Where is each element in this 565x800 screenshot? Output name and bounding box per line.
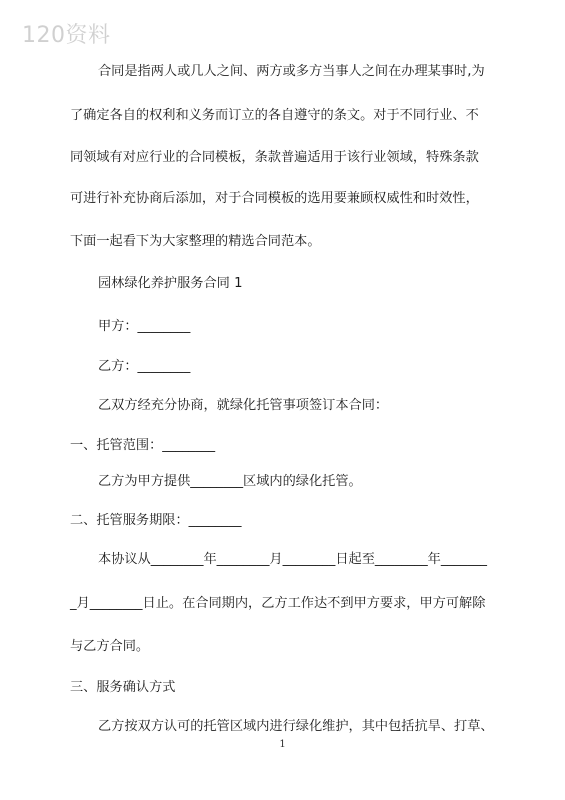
paragraph-line: 合同是指两人或几人之间、两方或多方当事人之间在办理某事时,为 [98, 64, 485, 79]
section-heading: 三、服务确认方式 [70, 680, 176, 695]
watermark-logo: 120资料 [22, 23, 111, 48]
page-number: 1 [279, 739, 286, 750]
party-b-line: 乙方：________ [98, 359, 191, 374]
paragraph-line: 乙方为甲方提供________区域内的绿化托管。 [98, 474, 362, 489]
section-heading: 一、托管范围：________ [70, 438, 216, 453]
paragraph-line: 可进行补充协商后添加，对于合同模板的选用要兼顾权威性和时效性， [70, 191, 479, 206]
contract-title: 园林绿化养护服务合同 1 [98, 276, 243, 291]
paragraph-line: _月________日止。在合同期内，乙方工作达不到甲方要求，甲方可解除 [70, 596, 486, 611]
paragraph-line: 同领域有对应行业的合同模板，条款普遍适用于该行业领域，特殊条款 [70, 150, 479, 165]
paragraph-line: 与乙方合同。 [70, 639, 150, 654]
paragraph-line: 了确定各自的权利和义务而订立的各自遵守的条文。对于不同行业、不 [70, 108, 479, 123]
paragraph-line: 乙方按双方认可的托管区域内进行绿化维护，其中包括抗旱、打草、 [98, 719, 494, 734]
party-a-line: 甲方：________ [98, 319, 191, 334]
paragraph-line: 乙双方经充分协商，就绿化托管事项签订本合同： [98, 398, 389, 413]
paragraph-line: 下面一起看下为大家整理的精选合同范本。 [70, 234, 321, 249]
paragraph-line: 本协议从________年________月________日起至________年_______ [98, 552, 488, 567]
section-heading: 二、托管服务期限：________ [70, 513, 242, 528]
